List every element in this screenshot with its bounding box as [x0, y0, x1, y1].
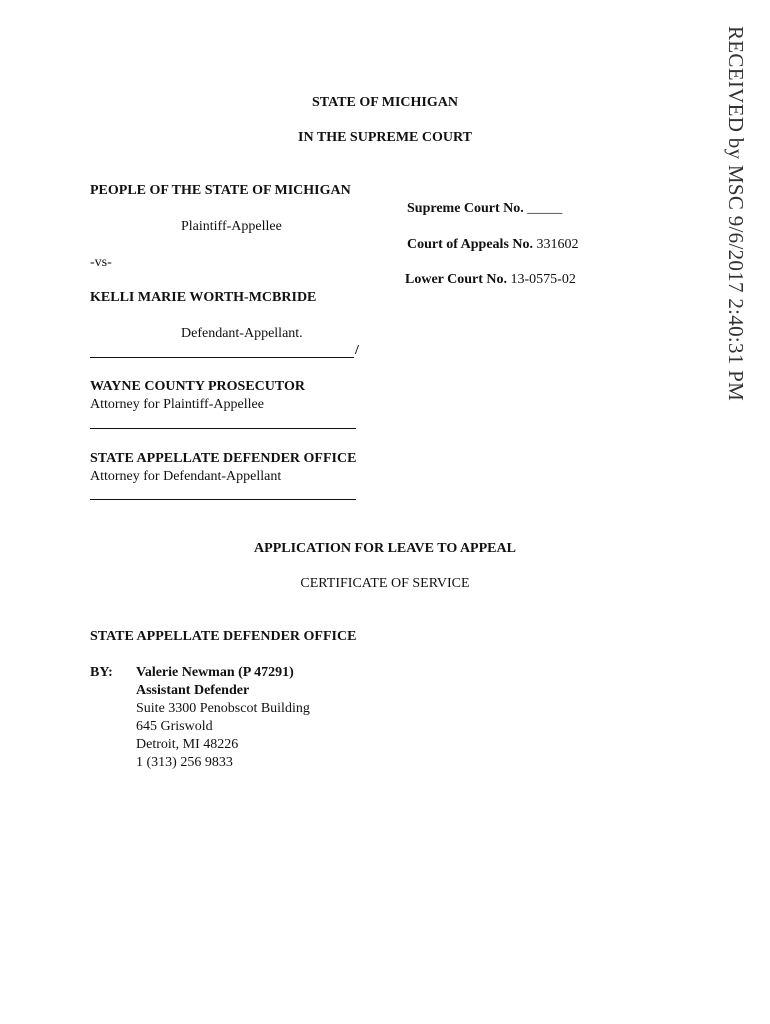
- signature-office: STATE APPELLATE DEFENDER OFFICE: [90, 629, 357, 644]
- caption-rule: [90, 357, 354, 358]
- state-heading: STATE OF MICHIGAN: [312, 95, 458, 110]
- plaintiff-role: Plaintiff-Appellee: [181, 219, 282, 234]
- document-subtitle: CERTIFICATE OF SERVICE: [300, 576, 470, 591]
- supreme-court-label: Supreme Court No.: [407, 201, 524, 216]
- plaintiff-name: PEOPLE OF THE STATE OF MICHIGAN: [90, 183, 351, 198]
- by-label: BY:: [90, 665, 113, 680]
- appeals-court-label: Court of Appeals No.: [407, 237, 534, 252]
- appeals-court-number: [407, 236, 579, 254]
- phone-number: 1 (313) 256 9833: [136, 755, 233, 770]
- lower-court-number: [405, 271, 576, 289]
- supreme-court-value: _____: [527, 201, 563, 216]
- address-line-3: Detroit, MI 48226: [136, 737, 239, 752]
- defender-name: STATE APPELLATE DEFENDER OFFICE: [90, 451, 357, 466]
- court-heading: IN THE SUPREME COURT: [298, 130, 472, 145]
- attorney-title: Assistant Defender: [136, 683, 250, 698]
- lower-court-value: 13-0575-02: [510, 272, 576, 287]
- document-title: APPLICATION FOR LEAVE TO APPEAL: [254, 541, 516, 556]
- caption-slash: /: [355, 343, 359, 358]
- attorney-name: Valerie Newman (P 47291): [136, 665, 294, 680]
- supreme-court-number: [407, 200, 562, 218]
- address-line-1: Suite 3300 Penobscot Building: [136, 701, 310, 716]
- defender-rule: [90, 499, 356, 500]
- defendant-name: KELLI MARIE WORTH-MCBRIDE: [90, 290, 317, 305]
- prosecutor-rule: [90, 428, 356, 429]
- lower-court-label: Lower Court No.: [405, 272, 508, 287]
- prosecutor-role: Attorney for Plaintiff-Appellee: [90, 397, 264, 412]
- versus-text: -vs-: [90, 255, 112, 270]
- appeals-court-value: 331602: [536, 237, 579, 252]
- address-line-2: 645 Griswold: [136, 719, 213, 734]
- defender-role: Attorney for Defendant-Appellant: [90, 469, 282, 484]
- prosecutor-name: WAYNE COUNTY PROSECUTOR: [90, 379, 305, 394]
- defendant-role: Defendant-Appellant.: [181, 326, 303, 341]
- received-stamp: RECEIVED by MSC 9/6/2017 2:40:31 PM: [724, 26, 748, 402]
